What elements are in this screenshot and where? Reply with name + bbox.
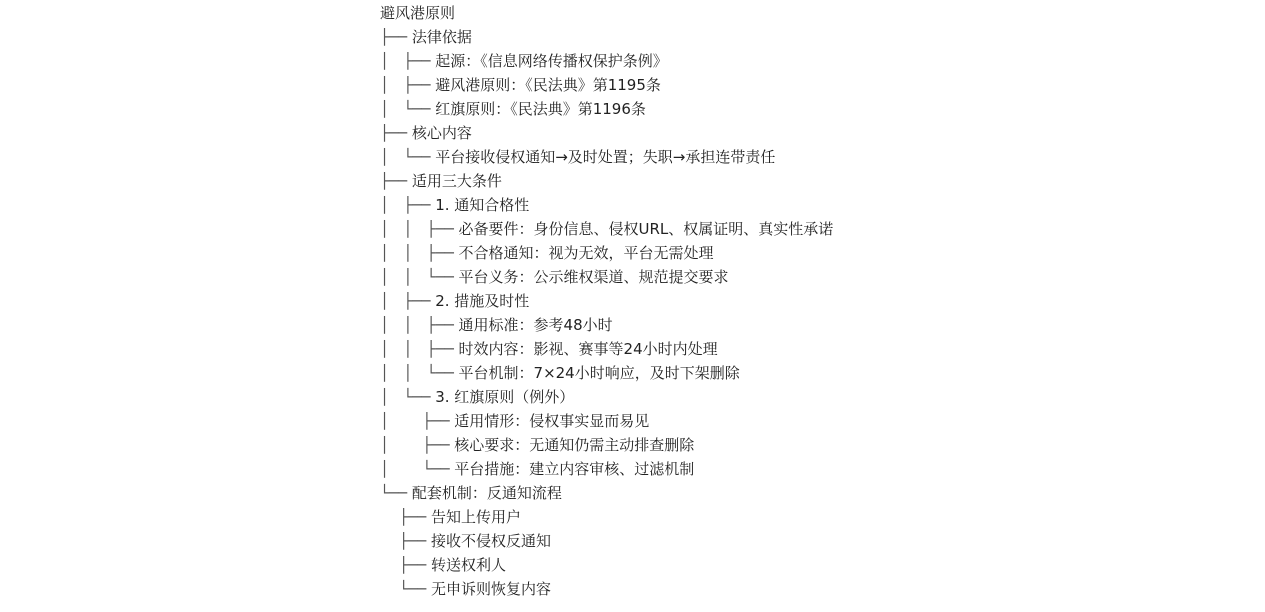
tree-line	[380, 361, 833, 385]
tree-line	[380, 193, 833, 217]
tree-line	[380, 505, 833, 529]
tree-line	[380, 529, 833, 553]
tree-guide: ├──	[380, 28, 412, 46]
tree-guide: │ ├──	[380, 292, 436, 310]
tree-line	[380, 73, 833, 97]
tree-line-label: 适用三大条件	[411, 172, 502, 190]
tree-guide: │ ├──	[380, 52, 436, 70]
tree-line	[380, 313, 833, 337]
tree-line-label: 核心内容	[411, 124, 472, 142]
tree-line	[380, 433, 833, 457]
tree-line-label: 接收不侵权反通知	[430, 532, 551, 550]
tree-line	[380, 121, 833, 145]
tree-guide: │ ├──	[380, 436, 455, 454]
tree-guide: │ │ ├──	[380, 244, 459, 262]
tree-line	[380, 409, 833, 433]
tree-root	[380, 1, 833, 25]
tree-guide: │ ├──	[380, 196, 436, 214]
tree-line-label: 1. 通知合格性	[435, 196, 530, 214]
tree-guide: │ │ ├──	[380, 220, 459, 238]
tree-line	[380, 385, 833, 409]
tree-line-label: 平台措施：建立内容审核、过滤机制	[454, 460, 695, 478]
tree-line	[380, 145, 833, 169]
tree-line	[380, 577, 833, 601]
tree-guide: │ │ └──	[380, 268, 459, 286]
tree-guide: ├──	[380, 124, 412, 142]
tree-guide: │ └──	[380, 460, 455, 478]
tree-line-label: 3. 红旗原则（例外）	[435, 388, 575, 406]
tree-guide: │ └──	[380, 388, 436, 406]
tree-guide: │ └──	[380, 100, 436, 118]
text-tree	[380, 1, 833, 601]
tree-line-label: 避风港原则：《民法典》第1195条	[435, 76, 661, 94]
tree-guide: ├──	[380, 532, 431, 550]
tree-guide: └──	[380, 580, 431, 598]
tree-guide: │ ├──	[380, 76, 436, 94]
tree-line	[380, 481, 833, 505]
tree-line-label: 必备要件：身份信息、侵权URL、权属证明、真实性承诺	[458, 220, 834, 238]
tree-guide: │ │ ├──	[380, 340, 459, 358]
tree-line-label: 平台接收侵权通知→及时处置；失职→承担连带责任	[435, 148, 776, 166]
tree-guide: ├──	[380, 556, 431, 574]
tree-line-label: 配套机制：反通知流程	[411, 484, 562, 502]
tree-line-label: 平台义务：公示维权渠道、规范提交要求	[458, 268, 729, 286]
tree-guide: ├──	[380, 172, 412, 190]
tree-guide: │ ├──	[380, 412, 455, 430]
tree-line-label: 起源：《信息网络传播权保护条例》	[435, 52, 668, 70]
tree-line	[380, 25, 833, 49]
tree-line	[380, 49, 833, 73]
tree-line-label: 转送权利人	[430, 556, 506, 574]
tree-line-label: 通用标准：参考48小时	[458, 316, 613, 334]
tree-line-label: 无申诉则恢复内容	[430, 580, 551, 598]
tree-line	[380, 553, 833, 577]
tree-line-label: 告知上传用户	[430, 508, 521, 526]
tree-line-label: 2. 措施及时性	[435, 292, 530, 310]
tree-guide: │ └──	[380, 148, 436, 166]
tree-line	[380, 457, 833, 481]
tree-line	[380, 337, 833, 361]
tree-line-label: 核心要求：无通知仍需主动排查删除	[454, 436, 695, 454]
tree-guide: ├──	[380, 508, 431, 526]
tree-line	[380, 265, 833, 289]
tree-line-label: 平台机制：7×24小时响应，及时下架删除	[458, 364, 740, 382]
tree-line-label: 红旗原则：《民法典》第1196条	[435, 100, 646, 118]
tree-guide: │ │ ├──	[380, 316, 459, 334]
tree-guide: │ │ └──	[380, 364, 459, 382]
tree-line	[380, 169, 833, 193]
tree-line	[380, 97, 833, 121]
tree-root-label: 避风港原则	[380, 4, 456, 22]
tree-line-label: 时效内容：影视、赛事等24小时内处理	[458, 340, 718, 358]
tree-line	[380, 217, 833, 241]
tree-line-label: 法律依据	[411, 28, 472, 46]
tree-guide: └──	[380, 484, 412, 502]
tree-line	[380, 241, 833, 265]
tree-line-label: 适用情形：侵权事实显而易见	[454, 412, 650, 430]
tree-line	[380, 289, 833, 313]
tree-line-label: 不合格通知：视为无效，平台无需处理	[458, 244, 714, 262]
